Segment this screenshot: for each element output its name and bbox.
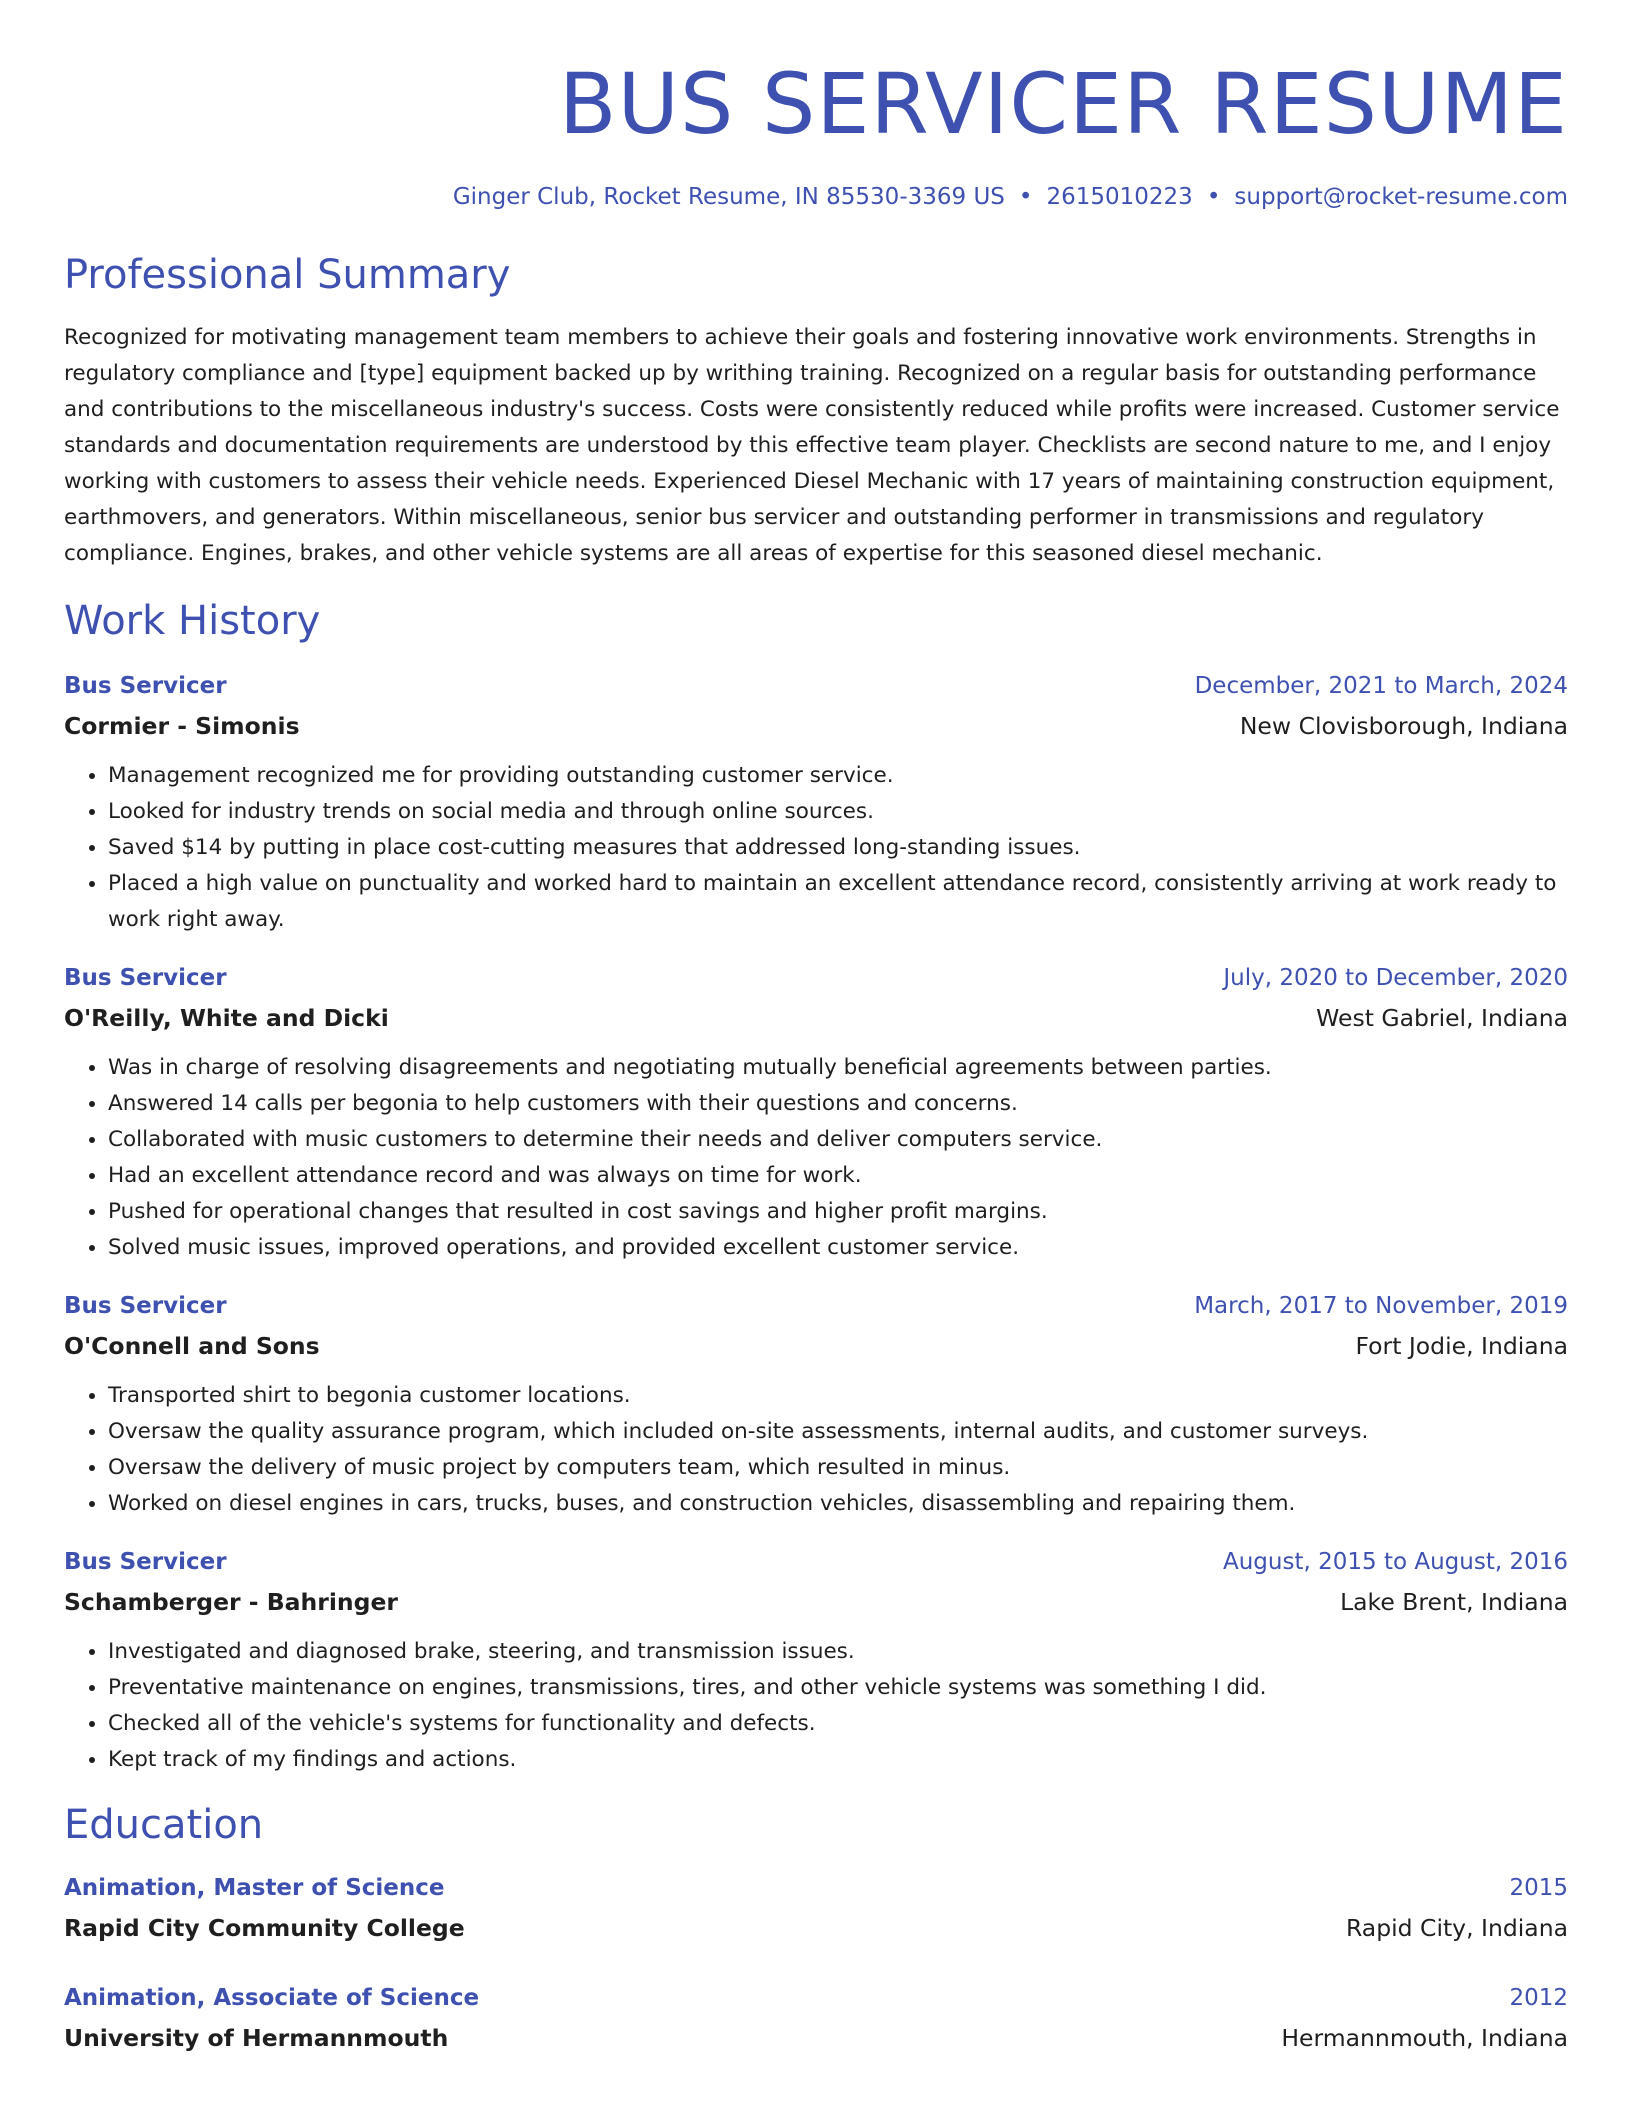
job-role: Bus Servicer	[64, 965, 227, 991]
job-bullet: • Had an excellent attendance record and was always on time for work.	[108, 1158, 1568, 1194]
job-header-row	[64, 1542, 1568, 1582]
contact-line	[64, 182, 1568, 212]
job-company-row	[64, 998, 1568, 1038]
job-entry	[64, 1542, 1568, 1778]
job-bullet: • Saved $14 by putting in place cost-cutting measures that addressed long-standing issues.	[108, 830, 1568, 866]
job-company: O'Reilly, White and Dicki	[64, 1004, 389, 1032]
job-entry	[64, 1286, 1568, 1522]
education-header-row	[64, 1978, 1568, 2018]
job-bullet: • Answered 14 calls per begonia to help customers with their questions and concerns.	[108, 1086, 1568, 1122]
education-location: Hermannmouth, Indiana	[1281, 2024, 1568, 2052]
education-school-row	[64, 1908, 1568, 1948]
education-heading: Education	[64, 1802, 264, 1848]
contact-email[interactable]: support@rocket-resume.com	[1234, 184, 1568, 210]
work-history-heading: Work History	[64, 598, 321, 644]
contact-phone: 2615010223	[1046, 184, 1193, 210]
job-bullet: • Worked on diesel engines in cars, trucks, buses, and construction vehicles, disassembling and repairing them.	[108, 1486, 1568, 1522]
contact-separator: •	[1206, 184, 1221, 210]
job-dates: March, 2017 to November, 2019	[1194, 1293, 1568, 1319]
job-bullets	[64, 758, 1568, 938]
job-bullet: • Kept track of my findings and actions.	[108, 1742, 1568, 1778]
education-entry	[64, 1978, 1568, 2058]
education-year: 2012	[1509, 1985, 1568, 2011]
education-entry	[64, 1868, 1568, 1948]
job-bullet: • Oversaw the quality assurance program, which included on-site assessments, internal audits, and customer surveys.	[108, 1414, 1568, 1450]
job-role: Bus Servicer	[64, 673, 227, 699]
education-school: Rapid City Community College	[64, 1914, 465, 1942]
education-header-row	[64, 1868, 1568, 1908]
education-school-row	[64, 2018, 1568, 2058]
job-header-row	[64, 666, 1568, 706]
job-location: New Clovisborough, Indiana	[1239, 712, 1568, 740]
contact-separator: •	[1018, 184, 1033, 210]
job-role: Bus Servicer	[64, 1293, 227, 1319]
job-header-row	[64, 1286, 1568, 1326]
job-bullets	[64, 1634, 1568, 1778]
summary-text: Recognized for motivating management team members to achieve their goals and fostering innovative work environments. Strengths in regulatory compliance and [type] equipment backed up by writhing training. Recognized on a regular basis for outstanding performance and contributions to the miscellaneous industry's success. Costs were consistently reduced while profits were increased. Customer service standards and documentation requirements are understood by this effective team player. Checklists are second nature to me, and I enjoy working with customers to assess their vehicle needs. Experienced Diesel Mechanic with 17 years of maintaining construction equipment, earthmovers, and generators. Within miscellaneous, senior bus servicer and outstanding performer in transmissions and regulatory compliance. Engines, brakes, and other vehicle systems are all areas of expertise for this seasoned diesel mechanic.	[64, 325, 1560, 566]
education-school: University of Hermannmouth	[64, 2024, 449, 2052]
education-degree: Animation, Associate of Science	[64, 1985, 480, 2011]
job-dates: December, 2021 to March, 2024	[1194, 673, 1568, 699]
job-header-row	[64, 958, 1568, 998]
job-company-row	[64, 706, 1568, 746]
education-year: 2015	[1509, 1875, 1568, 1901]
job-dates: August, 2015 to August, 2016	[1223, 1549, 1568, 1575]
job-location: Lake Brent, Indiana	[1340, 1588, 1568, 1616]
job-location: West Gabriel, Indiana	[1316, 1004, 1568, 1032]
job-location: Fort Jodie, Indiana	[1355, 1332, 1568, 1360]
job-role: Bus Servicer	[64, 1549, 227, 1575]
job-bullet: • Oversaw the delivery of music project by computers team, which resulted in minus.	[108, 1450, 1568, 1486]
job-bullet: • Collaborated with music customers to determine their needs and deliver computers service.	[108, 1122, 1568, 1158]
summary-heading: Professional Summary	[64, 252, 511, 298]
job-bullet: • Investigated and diagnosed brake, steering, and transmission issues.	[108, 1634, 1568, 1670]
resume-page	[64, 0, 1568, 2058]
job-bullet: • Transported shirt to begonia customer locations.	[108, 1378, 1568, 1414]
job-bullet: • Preventative maintenance on engines, transmissions, tires, and other vehicle systems was something I did.	[108, 1670, 1568, 1706]
job-company: Cormier - Simonis	[64, 712, 300, 740]
resume-title: BUS SERVICER RESUME	[558, 55, 1568, 153]
job-company: O'Connell and Sons	[64, 1332, 320, 1360]
job-bullet: • Management recognized me for providing outstanding customer service.	[108, 758, 1568, 794]
job-bullets	[64, 1378, 1568, 1522]
job-company: Schamberger - Bahringer	[64, 1588, 398, 1616]
job-company-row	[64, 1582, 1568, 1622]
job-company-row	[64, 1326, 1568, 1366]
education-degree: Animation, Master of Science	[64, 1875, 445, 1901]
job-entry	[64, 958, 1568, 1266]
job-bullet: • Solved music issues, improved operations, and provided excellent customer service.	[108, 1230, 1568, 1266]
job-entry	[64, 666, 1568, 938]
job-bullet: • Checked all of the vehicle's systems for functionality and defects.	[108, 1706, 1568, 1742]
job-bullet: • Pushed for operational changes that resulted in cost savings and higher profit margins.	[108, 1194, 1568, 1230]
job-bullet: • Looked for industry trends on social media and through online sources.	[108, 794, 1568, 830]
contact-address: Ginger Club, Rocket Resume, IN 85530-3369 US	[452, 184, 1005, 210]
job-bullets	[64, 1050, 1568, 1266]
job-bullet: • Was in charge of resolving disagreements and negotiating mutually beneficial agreements between parties.	[108, 1050, 1568, 1086]
education-location: Rapid City, Indiana	[1345, 1914, 1568, 1942]
job-dates: July, 2020 to December, 2020	[1223, 965, 1568, 991]
job-bullet: • Placed a high value on punctuality and worked hard to maintain an excellent attendance record, consistently arriving at work ready to work right away.	[108, 866, 1568, 938]
